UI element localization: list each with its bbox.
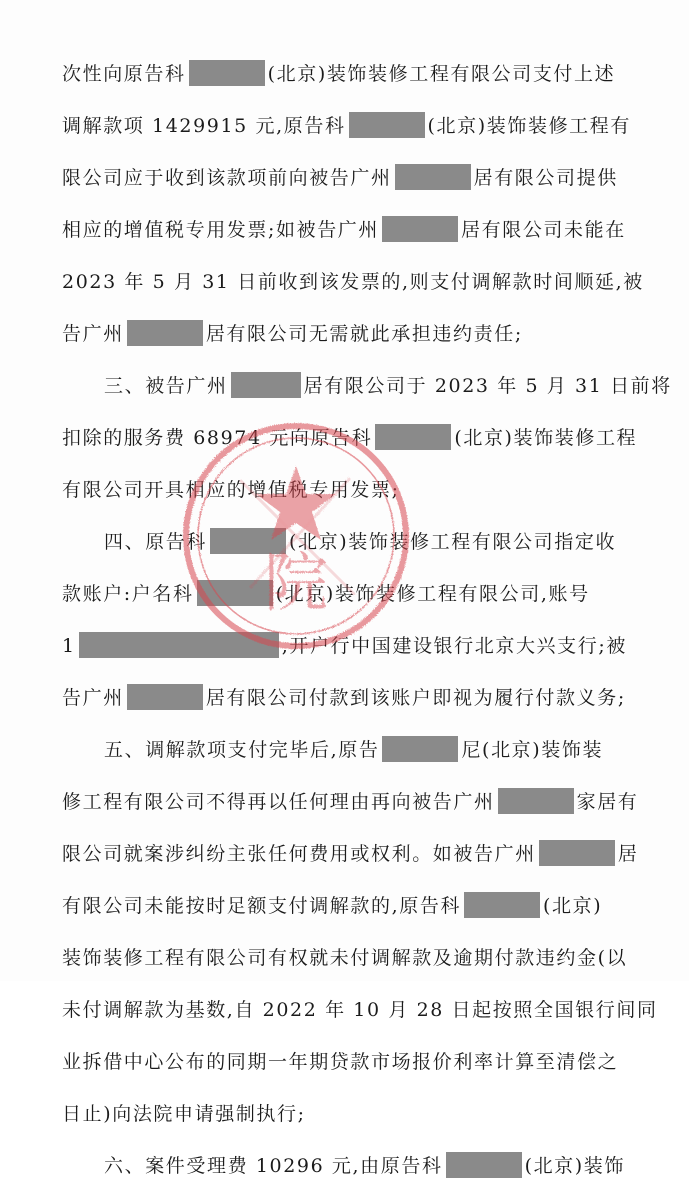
text-line [62,932,628,984]
text-line [62,776,639,828]
redaction-block [539,840,615,866]
seal-character: 院 [264,547,328,621]
text-segment: 扣除的服务费 68974 元向原告科 [62,427,373,449]
text-segment: 限公司就案涉纠纷主张任何费用或权利。如被告广州 [62,843,536,865]
redaction-block [446,1152,522,1178]
text-line [62,1088,628,1140]
redaction-block [382,736,458,762]
text-segment: 五、调解款项支付完毕后,原告 [104,739,380,761]
document-body [62,48,672,1192]
text-segment: 四、原告科 [104,531,208,553]
redaction-block [127,320,203,346]
text-line [62,48,628,100]
text-segment: 业拆借中心公布的同期一年期贷款市场报价利率计算至清偿之 [62,1051,619,1073]
text-line [62,880,628,932]
redaction-block [498,788,574,814]
text-segment: 2023 年 5 月 31 日前收到该发票的,则支付调解款时间顺延,被 [62,271,644,293]
text-segment: 1 [62,635,76,657]
text-line [62,1140,628,1192]
text-segment: 居有限公司于 2023 年 5 月 31 日前将 [303,375,672,397]
text-line [62,620,628,672]
text-segment: 六、案件受理费 10296 元,由原告科 [104,1155,443,1177]
text-segment: 相应的增值税专用发票;如被告广州 [62,219,380,241]
text-segment: 修工程有限公司不得再以任何理由再向被告广州 [62,791,495,813]
redaction-block [382,216,458,242]
text-line [62,360,672,412]
redaction-block [349,112,425,138]
text-line [62,100,631,152]
text-line [62,1036,628,1088]
text-segment: 居有限公司付款到该账户即视为履行付款义务; [205,687,626,709]
text-segment: 有限公司开具相应的增值税专用发票; [62,479,400,501]
redaction-block [464,892,540,918]
text-segment: 款账户:户名科 [62,583,194,605]
text-line [62,724,628,776]
text-segment: 告广州 [62,687,124,709]
redaction-block [375,424,451,450]
text-line [62,828,639,880]
text-segment: 尼(北京)装饰装 [461,739,604,761]
redaction-block [395,164,471,190]
text-segment: (北京)装饰装修工程 [454,427,638,449]
text-segment: (北京) [543,895,603,917]
text-line [62,464,628,516]
redaction-block [231,372,301,398]
text-line [62,984,658,1036]
text-segment: 装饰装修工程有限公司有权就未付调解款及逾期付款违约金(以 [62,947,628,969]
text-segment: 未付调解款为基数,自 2022 年 10 月 28 日起按照全国银行间同 [62,999,658,1021]
text-segment: 日止)向法院申请强制执行; [62,1103,306,1125]
redaction-block [210,528,286,554]
text-segment: 调解款项 1429915 元,原告科 [62,115,346,137]
text-segment: 告广州 [62,323,124,345]
text-segment: (北京)装饰装修工程有 [427,115,631,137]
text-segment: (北京)装饰装修工程有限公司指定收 [289,531,617,553]
text-segment: 三、被告广州 [104,375,228,397]
redaction-block [197,580,273,606]
text-line [62,152,628,204]
text-line [62,672,628,724]
text-segment: 限公司应于收到该款项前向被告广州 [62,167,392,189]
text-segment: 家居有 [576,791,639,813]
redaction-block [189,60,265,86]
text-line [62,256,644,308]
text-segment: 居有限公司提供 [473,167,618,189]
text-segment: ,开户行中国建设银行北京大兴支行;被 [281,635,627,657]
text-line [62,412,638,464]
text-segment: 居有限公司无需就此承担违约责任; [205,323,523,345]
text-line [62,568,628,620]
text-segment: 有限公司未能按时足额支付调解款的,原告科 [62,895,462,917]
redaction-block [79,632,279,658]
text-segment: 居有限公司未能在 [461,219,626,241]
text-line [62,308,628,360]
redaction-block [127,684,203,710]
text-segment: 居 [617,843,639,865]
text-line [62,516,628,568]
text-segment: (北京)装饰装修工程有限公司,账号 [275,583,590,605]
text-segment: (北京)装饰 [524,1155,625,1177]
text-segment: 次性向原告科 [62,63,186,85]
text-line [62,204,628,256]
text-segment: (北京)装饰装修工程有限公司支付上述 [267,63,616,85]
